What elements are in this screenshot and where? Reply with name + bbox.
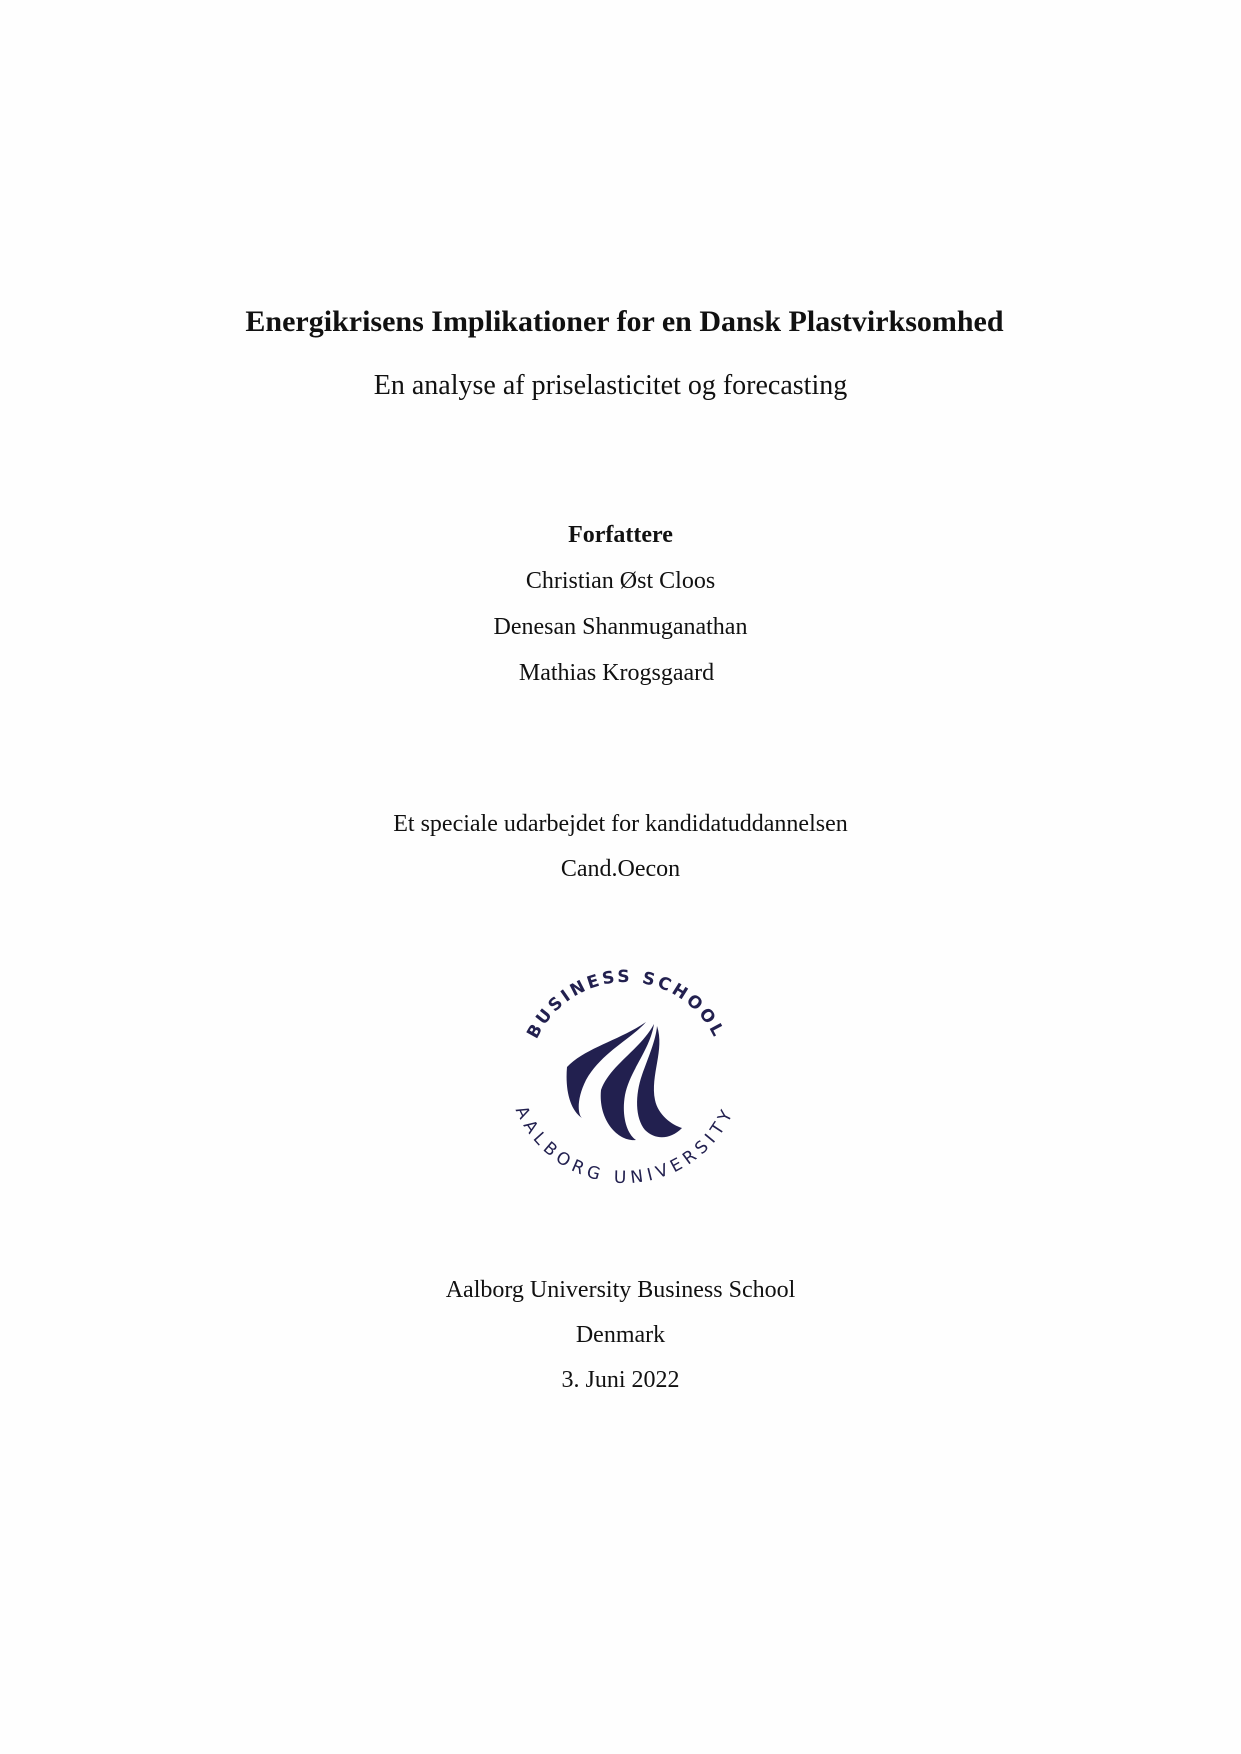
institution-name: Aalborg University Business School: [445, 1277, 796, 1303]
author-name: Christian Øst Cloos: [525, 568, 716, 594]
thesis-description: Et speciale udarbejdet for kandidatuddannelsen: [393, 811, 848, 837]
svg-text:AALBORG UNIVERSITY: [511, 1103, 739, 1188]
author-name: Mathias Krogsgaard: [518, 660, 715, 686]
aalborg-university-business-school-logo: [490, 940, 760, 1210]
logo-wave-mark: [567, 1022, 682, 1140]
document-subtitle: En analyse af priselasticitet og forecasting: [373, 370, 848, 401]
institution-country: Denmark: [575, 1322, 666, 1348]
document-date: 3. Juni 2022: [561, 1367, 680, 1393]
svg-text:BUSINESS SCHOOL: [523, 967, 729, 1042]
logo-top-text: BUSINESS SCHOOL: [523, 966, 729, 1043]
authors-heading: Forfattere: [568, 522, 673, 548]
document-title: Energikrisens Implikationer for en Dansk Plastvirksomhed: [245, 305, 1004, 338]
thesis-degree: Cand.Oecon: [560, 856, 681, 882]
logo-bottom-text: AALBORG UNIVERSITY: [510, 1102, 740, 1189]
author-name: Denesan Shanmuganathan: [493, 614, 748, 640]
